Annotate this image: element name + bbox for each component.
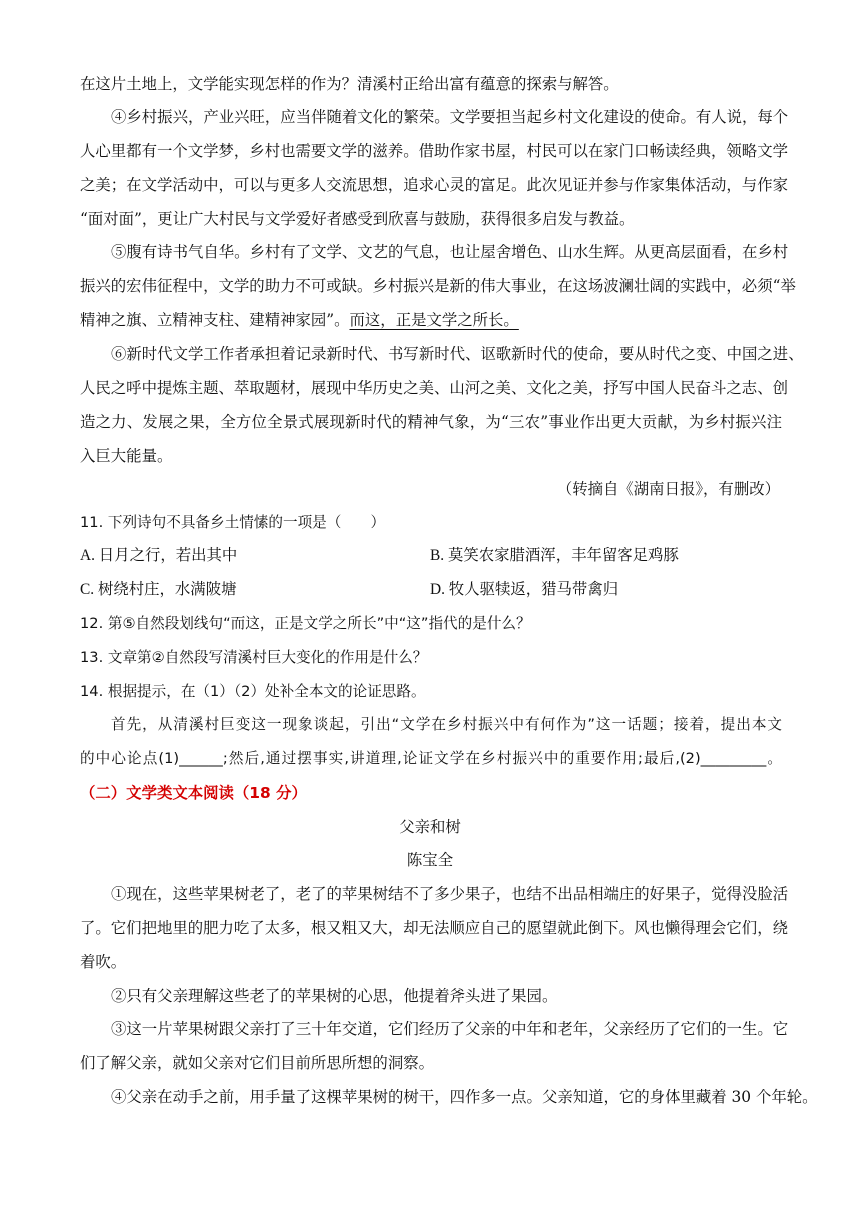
- source-citation: （转摘自《湖南日报》，有删改）: [556, 480, 780, 498]
- story-paragraph-3-line: 们了解父亲，就如父亲对它们目前所思所想的洞察。: [80, 1054, 434, 1072]
- story-paragraph-3-line: ③这一片苹果树跟父亲打了三十年交道，它们经历了父亲的中年和老年，父亲经历了它们的一生。它: [111, 1020, 789, 1038]
- story-paragraph-1-line: ①现在，这些苹果树老了，老了的苹果树结不了多少果子，也结不出品相端庄的好果子，觉得没脸活: [111, 885, 789, 903]
- paragraph-4-line: 之美；在文学活动中，可以与更多人交流思想，追求心灵的富足。此次见证并参与作家集体活动，与作家: [80, 176, 788, 194]
- question-14: 14. 根据提示，在（1）（2）处补全本文的论证思路。: [80, 683, 426, 700]
- paragraph-5-line: 振兴的宏伟征程中，文学的助力不可或缺。乡村振兴是新的伟大事业，在这场波澜壮阔的实践中，必须“举: [80, 277, 796, 295]
- article-line: 在这片土地上，文学能实现怎样的作为？清溪村正给出富有蕴意的探索与解答。: [80, 75, 619, 93]
- option-d: D. 牧人驱犊返，猎马带禽归: [430, 581, 619, 598]
- question-14-text: 首先，从清溪村巨变这一现象谈起，引出“文学在乡村振兴中有何作为”这一话题；接着，提出本文: [111, 716, 782, 733]
- story-paragraph-1-line: 着吹。: [80, 953, 127, 971]
- paragraph-4-line: 人心里都有一个文学梦，乡村也需要文学的滋养。借助作家书屋，村民可以在家门口畅读经典，领略文学: [80, 142, 788, 160]
- question-13: 13. 文章第②自然段写清溪村巨大变化的作用是什么？: [80, 649, 428, 666]
- paragraph-6-line: 入巨大能量。: [80, 447, 173, 465]
- story-paragraph-2: ②只有父亲理解这些老了的苹果树的心思，他提着斧头进了果园。: [111, 987, 558, 1005]
- section-heading: （二）文学类文本阅读（18 分）: [80, 784, 307, 802]
- question-12: 12. 第⑤自然段划线句“而这，正是文学之所长”中“这”指代的是什么？: [80, 615, 531, 632]
- option-c: C. 树绕村庄，水满陂塘: [80, 581, 237, 598]
- paragraph-4-line: ④乡村振兴，产业兴旺，应当伴随着文化的繁荣。文学要担当起乡村文化建设的使命。有人说，每个: [111, 108, 789, 126]
- question-14-text: 的中心论点(1)______;然后,通过摆事实,讲道理,论证文学在乡村振兴中的重要作用;最后,(2)_________。: [80, 750, 782, 767]
- underlined-sentence: 而这，正是文学之所长。: [349, 311, 519, 329]
- story-author: 陈宝全: [406, 851, 454, 869]
- option-a: A. 日月之行，若出其中: [80, 547, 238, 564]
- paragraph-4-line: “面对面”，更让广大村民与文学爱好者感受到欣喜与鼓励，获得很多启发与教益。: [80, 210, 635, 228]
- story-paragraph-1-line: 了。它们把地里的肥力吃了太多，根又粗又大，却无法顺应自己的愿望就此倒下。风也懒得理会它们，绕: [80, 919, 788, 937]
- paragraph-5-line: [80, 310, 519, 330]
- story-title: 父亲和树: [399, 818, 461, 836]
- paragraph-6-line: 造之力、发展之果，全方位全景式展现新时代的精神气象，为“三农”事业作出更大贡献，为乡村振兴注: [80, 413, 782, 431]
- paragraph-5-line: ⑤腹有诗书气自华。乡村有了文学、文艺的气息，也让屋舍增色、山水生辉。从更高层面看，在乡村: [111, 243, 789, 261]
- story-paragraph-4-line: ④父亲在动手之前，用手量了这棵苹果树的树干，四作多一点。父亲知道，它的身体里藏着 30 个年轮。: [111, 1088, 818, 1106]
- paragraph-6-line: 人民之呼中提炼主题、萃取题材，展现中华历史之美、山河之美、文化之美，抒写中国人民奋斗之志、创: [80, 379, 788, 397]
- paragraph-5-text: 精神之旗、立精神支柱、建精神家园”。: [80, 311, 350, 329]
- question-11: 11. 下列诗句不具备乡土情愫的一项是（ ）: [80, 514, 386, 531]
- option-b: B. 莫笑农家腊酒浑，丰年留客足鸡豚: [430, 547, 679, 564]
- paragraph-6-line: ⑥新时代文学工作者承担着记录新时代、书写新时代、讴歌新时代的使命，要从时代之变、中国之进、: [111, 345, 804, 363]
